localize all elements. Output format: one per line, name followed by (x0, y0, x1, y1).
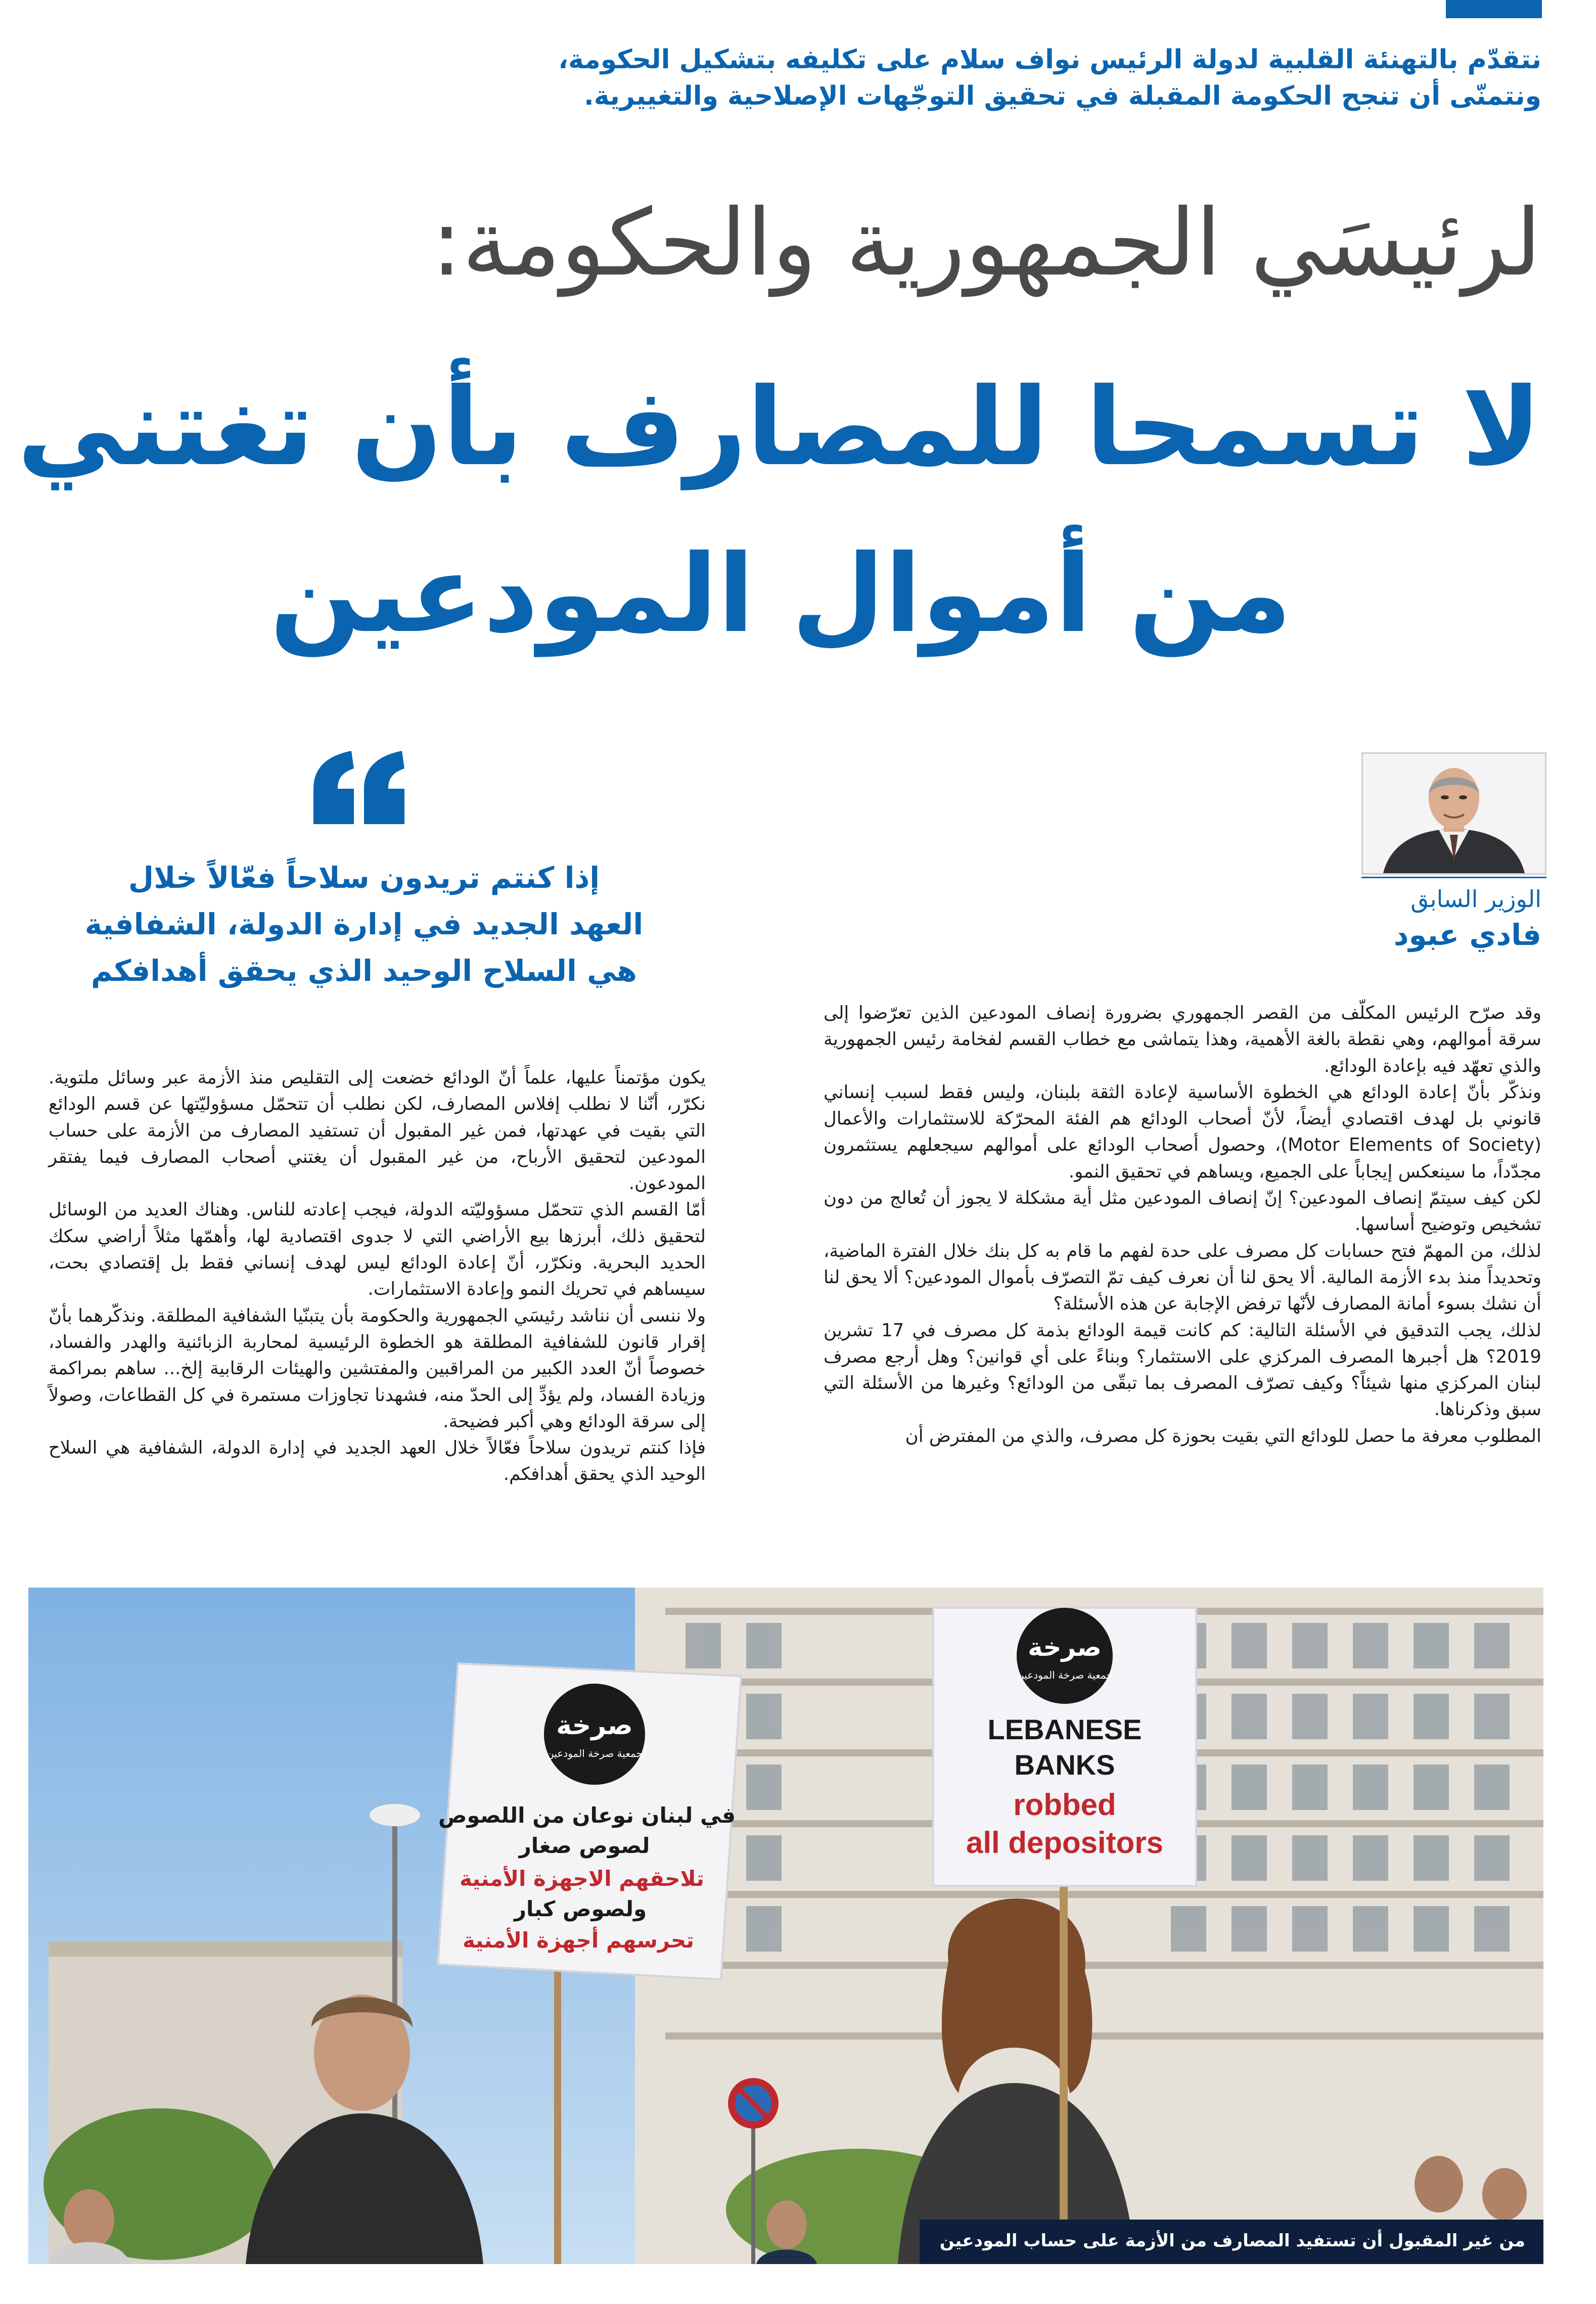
headline-kicker: لرئيسَي الجمهورية والحكومة: (431, 189, 1541, 296)
author-divider (1361, 877, 1546, 878)
paragraph: وقد صرّح الرئيس المكلّف من القصر الجمهوري بضرورة إنصاف المودعين الذين تعرّضوا إلى سرقة أموالهم، وهي نقطة بالغة الأهمية، وهذا يتماشى مع خطاب القسم لفخامة رئيس الجمهورية والذي تعهّد فيه بإعادة الودائع. (824, 1003, 1541, 1076)
intro-line: نتقدّم بالتهنئة القلبية لدولة الرئيس نواف سلام على تكليفه بتشكيل الحكومة، (558, 44, 1541, 75)
sign-text: BANKS (1014, 1749, 1115, 1781)
sign-text: LEBANESE (987, 1713, 1142, 1745)
author-role: الوزير السابق (1410, 885, 1541, 913)
quote-icon (303, 748, 415, 829)
article-column-left (49, 1065, 706, 1488)
sign-text: all depositors (966, 1826, 1164, 1860)
paragraph: ولا ننسى أن نناشد رئيسَي الجمهورية والحكومة بأن يتبنّيا الشفافية المطلقة. ونذكّرهما بأنّ إقرار قانون للشفافية المطلقة هو الخطوة الرئيسية لمحاربة الزبائنية والهدر والفساد، خصوصاً أنّ العدد الكبير من المراقبين والمفتشين والهيئات الرقابية إلخ... ساهم بمراكمة وزيادة الفساد، ولم يؤدِّ إلى الحدّ منه، فشهدنا تجاوزات مستمرة في كل القطاعات، وصولاً إلى سرقة الودائع وهي أكبر فضيحة. (49, 1305, 706, 1432)
author-photo (1361, 752, 1546, 875)
pull-quote (45, 854, 682, 994)
protest-photo (28, 1588, 1543, 2264)
paragraph: لكن كيف سيتمّ إنصاف المودعين؟ إنّ إنصاف المودعين مثل أية مشكلة لا يجوز أن تُعالج من دون تشخيص وتوضيح أساسها. (824, 1188, 1541, 1235)
sign-logo-subtext: جمعية صرخة المودعين (1017, 1669, 1113, 1681)
paragraph: لذلك، من المهمّ فتح حسابات كل مصرف على حدة لفهم ما قام به كل بنك خلال الفترة الماضية، وتحديداً منذ بدء الأزمة المالية. ألا يحق لنا أن نعرف كيف تمّ التصرّف بأموال المودعين؟ ألا يحق لنا أن نشك بسوء أمانة المصارف لأنّها ترفض الإجابة عن هذه الأسئلة؟ (824, 1240, 1541, 1315)
paragraph: ونذكّر بأنّ إعادة الودائع هي الخطوة الأساسية لإعادة الثقة بلبنان، وليس فقط لسبب إنساني قانوني بل لهدف اقتصادي أيضاً، لأنّ أصحاب الودائع هم الفئة المحرّكة للاستثمارات والأعمال (Motor Elements of Society)، وحصول أصحاب الودائع على أموالهم سيجعلهم يستثمرون مجدّداً، ما سينعكس إيجاباً على الجميع، ويساهم في تحقيق النمو. (824, 1081, 1541, 1182)
intro-line: ونتمنّى أن تنجح الحكومة المقبلة في تحقيق التوجّهات الإصلاحية والتغييرية. (584, 81, 1541, 111)
sign-text: ولصوص كبار (514, 1896, 647, 1921)
sign-text: في لبنان نوعان من اللصوص (438, 1803, 736, 1828)
sign-text: تحرسهم أجهزة الأمنية (462, 1928, 695, 1953)
intro-text (126, 41, 1541, 114)
paragraph: يكون مؤتمناً عليها، علماً أنّ الودائع خضعت إلى التقليص منذ الأزمة عبر وسائل ملتوية. نكرّر، أنّنا لا نطلب إفلاس المصارف، لكن نطلب أن تتحمّل مسؤوليّتها عن قسم الودائع التي بقيت في عهدتها، فمن غير المقبول أن تستفيد المصارف من الأزمة على حساب المودعين لتحقيق الأرباح، من غير المقبول أن يغتني أصحاب المصارف فيما يفتقر المودعون. (49, 1067, 706, 1194)
article-column-right (824, 1000, 1541, 1450)
paragraph: فإذا كنتم تريدون سلاحاً فعّالاً خلال العهد الجديد في إدارة الدولة، الشفافية هي السلاح الوحيد الذي يحقق أهدافكم. (49, 1437, 706, 1485)
photo-caption: من غير المقبول أن تستفيد المصارف من الأزمة على حساب المودعين (920, 2220, 1543, 2264)
pull-quote-line: هي السلاح الوحيد الذي يحقق أهدافكم (91, 954, 637, 988)
sign-logo-subtext: جمعية صرخة المودعين (546, 1747, 643, 1759)
pull-quote-line: إذا كنتم تريدون سلاحاً فعّالاً خلال (128, 861, 600, 895)
sign-text: robbed (1013, 1788, 1116, 1822)
paragraph: لذلك، يجب التدقيق في الأسئلة التالية: كم كانت قيمة الودائع بذمة كل مصرف في 17 تشرين 2019؟ هل أجبرها المصرف المركزي على الاستثمار؟ وبناءً على أي قوانين؟ وهل أرجع مصرف لبنان المركزي منها شيئاً؟ وكيف تصرّف المصرف بما تبقّى من الودائع؟ وغيرها من الأسئلة التي سبق وذكرناها. (824, 1320, 1541, 1420)
paragraph: أمّا القسم الذي تتحمّل مسؤوليّته الدولة، فيجب إعادته للناس. وهناك العديد من الوسائل لتحقيق ذلك، أبرزها بيع الأراضي التي لا جدوى اقتصادية لها، وأهمّها مثلاً أراضي سكك الحديد البحرية. ونكرّر، أنّ إعادة الودائع ليس لهدف إنساني فقط بل إقتصادي بحت، سيساهم في تحريك النمو وإعادة الاستثمارات. (49, 1199, 706, 1300)
author-name: فادي عبود (1393, 918, 1541, 952)
pull-quote-line: العهد الجديد في إدارة الدولة، الشفافية (84, 907, 644, 941)
sign-text: لصوص صغار (519, 1833, 650, 1858)
headline-line: لا تسمحا للمصارف بأن تغتني (17, 365, 1541, 489)
headline-line: من أموال المودعين (269, 531, 1292, 656)
paragraph: المطلوب معرفة ما حصل للودائع التي بقيت بحوزة كل مصرف، والذي من المفترض أن (905, 1425, 1541, 1447)
headline-main (17, 344, 1541, 677)
sign-logo-text: صرخة (1028, 1633, 1102, 1662)
sign-logo-text: صرخة (556, 1710, 633, 1741)
sign-text: تلاحقهم الاجهزة الأمنية (459, 1866, 705, 1891)
section-tab (1446, 0, 1542, 18)
